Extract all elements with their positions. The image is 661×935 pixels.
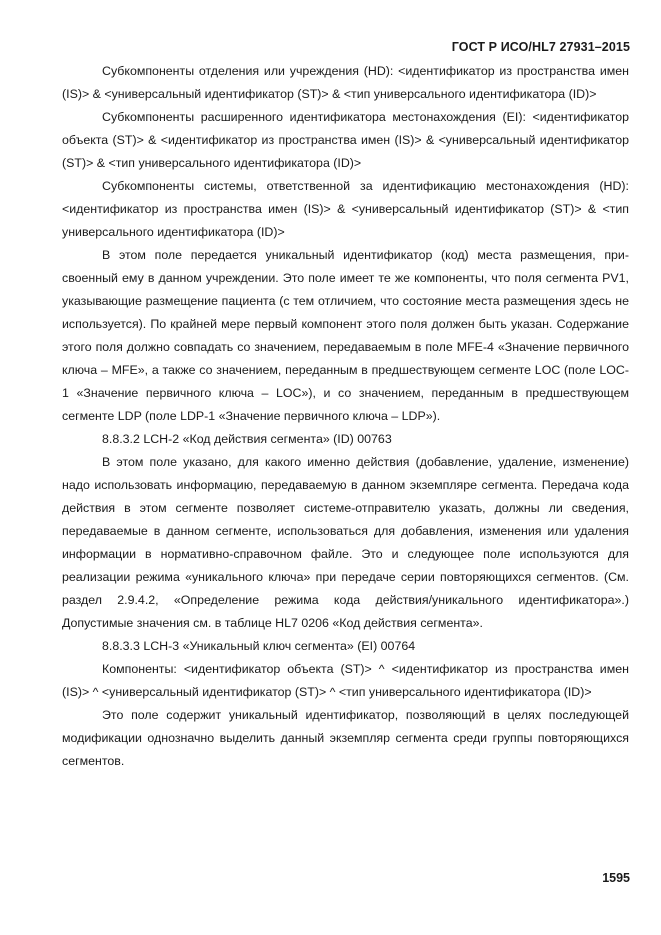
- paragraph-system-subcomponents: Субкомпоненты системы, ответственной за идентификацию местонахождения (HD): <идентификатор из пространства имен (IS)> & <универсальный идентификатор (ST)> & <тип универсального идентификатора (ID)>: [62, 179, 629, 239]
- section-heading-lch-2: 8.8.3.2 LCH-2 «Код действия сегмента» (ID) 00763: [102, 432, 392, 446]
- paragraph-action-code-description: В этом поле указано, для какого именно действия (добавление, удаление, изменение) надо использовать информацию, передаваемую в данном экземпляре сегмента. Передача кода действия в этом сегменте позволяет системе-отправителю указать, должны ли сведения, передаваемые в данном сегменте, использоваться для добавления, изменения или удаления информации в нормативно-справочном файле. Это и следующее поле используются для реализации режима «уникального ключа» при передаче серии повторяющихся сегментов. (См. раздел 2.9.4.2, «Определение режима кода действия/уникального идентификатора».) Допустимые значения см. в таблице HL7 0206 «Код действия сегмента».: [62, 455, 629, 630]
- standard-header: ГОСТ Р ИСО/HL7 27931–2015: [451, 40, 630, 54]
- document-body: [62, 60, 629, 773]
- paragraph-ei-subcomponents: Субкомпоненты расширенного идентификатора местонахождения (EI): <идентификатор объекта (ST)> & <идентификатор из пространства имен (IS)> & <универсальный идентификатор (ST)> & <тип универсального идентификатора (ID)>: [62, 110, 629, 170]
- paragraph-location-description: В этом поле передается уникальный идентификатор (код) места размещения, присвоенный ему в данном учреждении. Это поле имеет те же компоненты, что поля сегмента PV1, указывающие размещение пациента (с тем отличием, что состояние места размещения здесь не используется). По крайней мере первый компонент этого поля должен быть указан. Содержание этого поля должно совпадать со значением, передаваемым в поле MFE-4 «Значение первичного ключа – MFE», а также со значением, переданным в предшествующем сегменте LOC (поле LOC-1 «Значение первичного ключа – LOC»), и со значением, переданным в предшествующем сегменте LDP (поле LDP-1 «Значение первичного ключа – LDP»).: [62, 248, 629, 423]
- paragraph-unique-key-description: Это поле содержит уникальный идентификатор, позволяющий в целях последующей модификации однозначно выделить данный экземпляр сегмента среди группы повторяющихся сегментов.: [62, 708, 629, 768]
- section-heading-lch-3: 8.8.3.3 LCH-3 «Уникальный ключ сегмента» (EI) 00764: [102, 639, 416, 653]
- paragraph-components: Компоненты: <идентификатор объекта (ST)> ^ <идентификатор из пространства имен (IS)> ^ <универсальный идентификатор (ST)> ^ <тип универсального идентификатора (ID)>: [62, 662, 629, 699]
- paragraph-hd-subcomponents: Субкомпоненты отделения или учреждения (HD): <идентификатор из пространства имен (IS)> & <универсальный идентификатор (ST)> & <тип универсального идентификатора (ID)>: [62, 64, 629, 101]
- page-number: 1595: [602, 871, 630, 885]
